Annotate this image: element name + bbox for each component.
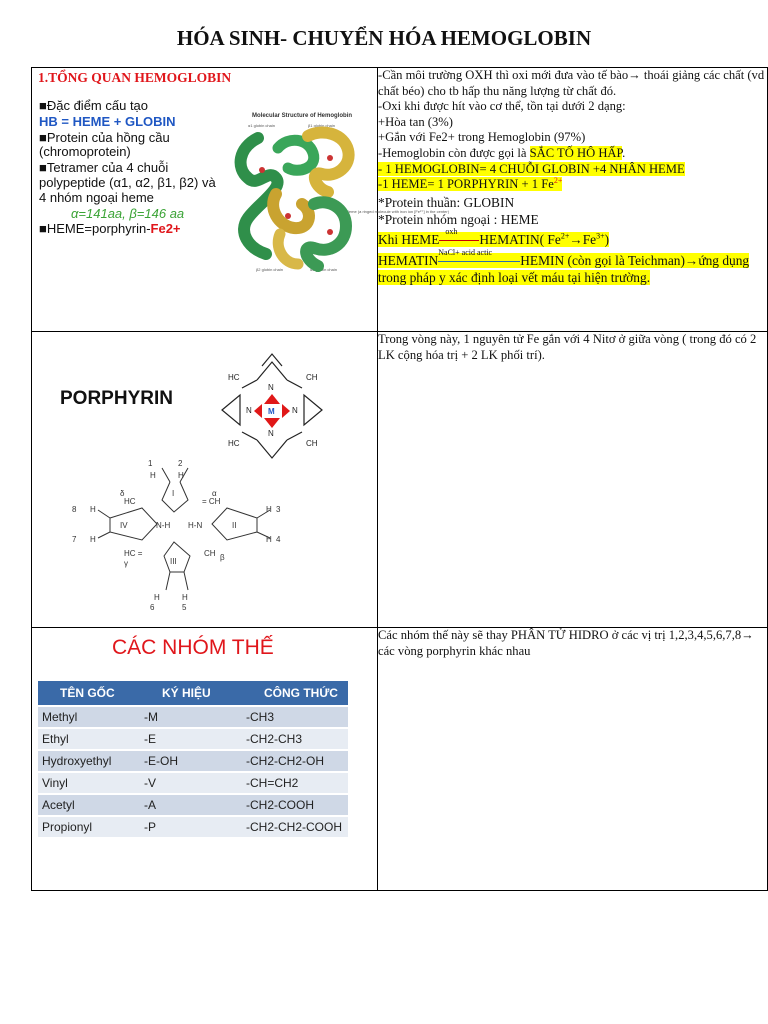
substituents-notes-cell — [378, 628, 768, 891]
struct-label: HC = — [124, 549, 143, 558]
struct-label: γ — [124, 559, 128, 568]
struct-label: N — [268, 429, 274, 438]
note-line: -Cần môi trường OXH thì oxi mới đưa vào tế bào→ thoái giảng các chất (vd chất béo) cho tb hấp thu năng lượng từ chất đó. — [378, 68, 765, 98]
table-row — [38, 707, 348, 727]
table-cell: Vinyl — [38, 773, 140, 793]
table-row — [38, 817, 348, 837]
table-cell: Acetyl — [38, 795, 140, 815]
highlight-text: - 1 HEMOGLOBIN= 4 CHUỖI GLOBIN +4 NHÂN HEME — [378, 161, 685, 176]
table-row — [38, 729, 348, 749]
table-cell: -P — [140, 817, 242, 837]
table-cell: Hydroxyethyl — [38, 751, 140, 771]
struct-label: 4 — [276, 535, 281, 544]
table-cell: -A — [140, 795, 242, 815]
table-row — [38, 795, 348, 815]
struct-label: 5 — [182, 603, 187, 612]
struct-label: = CH — [202, 497, 221, 506]
table-cell: Propionyl — [38, 817, 140, 837]
struct-label: H — [266, 535, 272, 544]
column-header: TÊN GỐC — [38, 681, 140, 705]
table-cell: -CH2-CH2-OH — [242, 751, 348, 771]
column-header: KÝ HIỆU — [140, 681, 242, 705]
note-text: -1 HEME= 1 PORPHYRIN + 1 Fe — [378, 177, 554, 192]
table-row — [32, 628, 768, 891]
struct-label: N — [246, 406, 252, 415]
struct-label: IV — [120, 521, 128, 530]
porphyrin-cell — [32, 332, 378, 628]
struct-label: CH — [306, 373, 318, 382]
table-header-row — [38, 681, 348, 705]
table-cell: -CH2-CH3 — [242, 729, 348, 749]
note-line — [378, 177, 767, 193]
page-title: HÓA SINH- CHUYỂN HÓA HEMOGLOBIN — [176, 26, 592, 50]
note-line: +Hòa tan (3%) — [378, 114, 453, 129]
struct-label: II — [232, 521, 237, 530]
table-cell: -CH2-CH2-COOH — [242, 817, 348, 837]
arrow-label: NaCl+ acid actic — [438, 247, 493, 257]
table-cell: Methyl — [38, 707, 140, 727]
table-cell: -V — [140, 773, 242, 793]
porphyrin-title: PORPHYRIN — [60, 388, 173, 409]
struct-label: 6 — [150, 603, 155, 612]
formula-text: HB = HEME + GLOBIN — [39, 113, 176, 129]
reaction-arrow — [438, 247, 520, 269]
note-line: Trong vòng này, 1 nguyên tử Fe gắn với 4 Nitơ ở giữa vòng ( trong đó có 2 LK cộng hóa trị + 2 LK phối trí). — [378, 332, 757, 362]
struct-label: N — [292, 406, 298, 415]
table-cell: -CH3 — [242, 707, 348, 727]
section-heading: 1.TỔNG QUAN HEMOGLOBIN — [38, 70, 232, 85]
figure-label: β2 globin chain — [256, 267, 283, 272]
note-text: →Fe — [569, 231, 597, 247]
table-cell: -CH=CH2 — [242, 773, 348, 793]
table-row — [32, 332, 768, 628]
substituents-cell — [32, 628, 378, 891]
struct-label: 1 — [148, 459, 153, 468]
metal-label: M — [268, 407, 275, 416]
struct-label: β — [220, 553, 225, 562]
struct-label: N-H — [156, 521, 171, 530]
note-line: *Protein nhóm ngoại : HEME — [378, 212, 539, 228]
structure-list — [39, 99, 244, 238]
struct-label: H — [178, 471, 184, 480]
note-text: ) — [604, 231, 610, 247]
struct-label: 7 — [72, 535, 77, 544]
struct-label: HC — [228, 439, 240, 448]
table-cell: Ethyl — [38, 729, 140, 749]
superscript: 2+ — [560, 231, 570, 241]
note-text: HEMATIN( Fe — [479, 231, 561, 247]
note-line — [378, 247, 767, 286]
struct-label: CH — [204, 549, 216, 558]
highlight-text — [378, 226, 610, 247]
list-item: ■Protein của hồng cầu (chromoprotein) — [39, 129, 170, 160]
content-table — [31, 67, 768, 891]
struct-label: HC — [228, 373, 240, 382]
table-cell: -CH2-COOH — [242, 795, 348, 815]
figure-title: Molecular Structure of Hemoglobin — [252, 113, 353, 119]
struct-label: H — [90, 505, 96, 514]
figure-label: Heme (a ringed molecule with iron ion [Fe²⁺] in the center) — [346, 209, 450, 214]
figure-label: α2 globin chain — [310, 267, 337, 272]
heme-text: ■HEME=porphyrin- — [39, 221, 151, 237]
struct-label: CH — [306, 439, 318, 448]
struct-label: H — [154, 593, 160, 602]
table-row — [38, 751, 348, 771]
struct-label: N — [268, 383, 274, 392]
list-item: ■Đặc điểm cấu tạo — [39, 98, 149, 113]
table-cell: -M — [140, 707, 242, 727]
porphyrin-notes-cell — [378, 332, 768, 628]
note-text: HEMIN (còn gọi là Teichman)→ứng dụng trong pháp y xác định loại vết máu tại hiện trường. — [378, 252, 750, 285]
note-line — [378, 146, 767, 162]
struct-label: H — [182, 593, 188, 602]
note-text: -Hemoglobin còn được gọi là — [378, 145, 530, 160]
column-header: CÔNG THỨC — [242, 681, 348, 705]
highlight-text — [378, 177, 562, 191]
note-line — [378, 162, 767, 178]
superscript: 2+ — [553, 175, 563, 185]
note-line: *Protein thuần: GLOBIN — [378, 194, 515, 210]
arrow-label: oxh — [445, 226, 458, 236]
highlight-text: SẮC TỐ HÔ HẤP — [529, 145, 623, 160]
struct-label: H-N — [188, 521, 203, 530]
struct-label: 8 — [72, 505, 77, 514]
table-row — [32, 68, 768, 332]
struct-label: H — [266, 505, 272, 514]
note-line: -Oxi khi được hít vào cơ thể, tồn tại dưới 2 dạng: — [378, 99, 626, 114]
list-item — [39, 222, 244, 237]
substituents-title: CÁC NHÓM THẾ — [112, 636, 274, 659]
struct-label: 2 — [178, 459, 183, 468]
struct-label: 3 — [276, 505, 281, 514]
figure-label: α1 globin chain — [248, 123, 275, 128]
fe-text: Fe2+ — [150, 221, 181, 237]
note-text: HEMATIN — [378, 252, 439, 268]
struct-label: H — [150, 471, 156, 480]
porphyrin-metal-structure — [202, 350, 342, 470]
note-line: Các nhóm thế này sẽ thay PHÂN TỬ HIDRO ở các vị trị 1,2,3,4,5,6,7,8→ các vòng porphyrin khác nhau — [378, 628, 754, 658]
highlight-text — [378, 247, 750, 285]
struct-label: I — [172, 489, 175, 498]
figure-label: β1 globin chain — [308, 123, 335, 128]
note-text: . — [622, 145, 626, 160]
table-cell: -E-OH — [140, 751, 242, 771]
substituents-table — [38, 679, 348, 839]
table-row — [38, 773, 348, 793]
struct-label: δ — [120, 489, 125, 498]
struct-label: HC — [124, 497, 136, 506]
note-text: Khi HEME — [378, 231, 440, 247]
overview-notes-cell — [378, 68, 768, 332]
struct-label: III — [170, 557, 177, 566]
amino-acid-text: α=141aa, β=146 aa — [71, 205, 185, 221]
note-line: +Gắn với Fe2+ trong Hemoglobin (97%) — [378, 130, 586, 145]
table-cell: -E — [140, 729, 242, 749]
struct-label: α — [212, 489, 217, 498]
note-line — [378, 226, 767, 248]
superscript: 3+ — [596, 231, 605, 241]
list-item: ■Tetramer của 4 chuỗi polypeptide (α1, α2, β1, β2) và 4 nhóm ngoại heme — [39, 160, 216, 205]
struct-label: H — [90, 535, 96, 544]
porphyrin-numbered-structure — [62, 460, 292, 620]
